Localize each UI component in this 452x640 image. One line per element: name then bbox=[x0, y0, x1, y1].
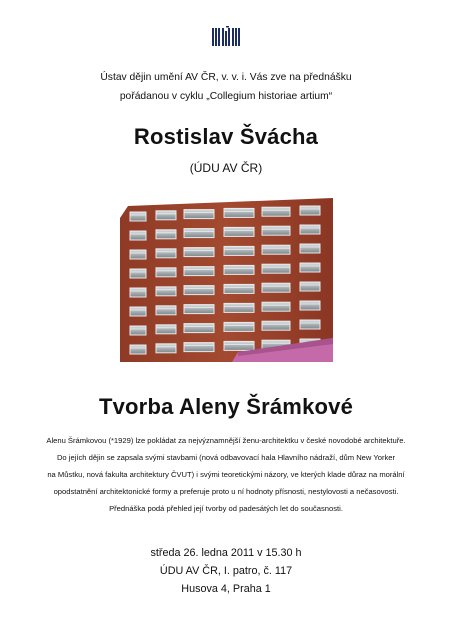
event-date: středa 26. ledna 2011 v 15.30 h bbox=[150, 547, 302, 559]
facade-window bbox=[262, 226, 290, 235]
facade-window bbox=[224, 246, 254, 255]
facade-window bbox=[130, 269, 146, 278]
event-place: ÚDU AV ČR, I. patro, č. 117 bbox=[159, 565, 293, 577]
facade-window bbox=[156, 344, 176, 353]
facade-window bbox=[300, 320, 320, 329]
facade-window bbox=[300, 282, 320, 291]
facade-window bbox=[224, 227, 254, 236]
speaker-name: Rostislav Švácha bbox=[133, 124, 319, 149]
facade-window bbox=[300, 301, 320, 310]
abstract-line-3: na Můstku, nová fakulta architektury ČVUT) i svými teoretickými názory, ve kterých klade důraz na morální bbox=[47, 470, 405, 479]
facade-window bbox=[262, 302, 290, 311]
facade-window bbox=[262, 321, 290, 330]
facade-window bbox=[156, 268, 176, 277]
udu-logo bbox=[212, 26, 240, 46]
facade-window bbox=[262, 245, 290, 254]
facade-window bbox=[130, 231, 146, 240]
facade-window bbox=[300, 244, 320, 253]
facade-window bbox=[130, 212, 146, 221]
facade-window bbox=[184, 343, 214, 352]
facade-window bbox=[224, 265, 254, 274]
event-address: Husova 4, Praha 1 bbox=[181, 583, 271, 595]
facade-window bbox=[224, 303, 254, 312]
abstract-line-1: Alenu Šrámkovou (*1929) lze pokládat za nejvýznamnější ženu-architektku v české novodobé architektuře. bbox=[46, 436, 406, 445]
facade-window bbox=[224, 284, 254, 293]
facade-window bbox=[224, 322, 254, 331]
facade-window bbox=[300, 206, 320, 215]
facade-window bbox=[262, 264, 290, 273]
intro-line-1: Ústav dějin umění AV ČR, v. v. i. Vás zve na přednášku bbox=[100, 72, 352, 83]
facade-window bbox=[130, 250, 146, 259]
facade-window bbox=[184, 305, 214, 314]
abstract-line-2: Do jejích dějin se zapsala svými stavbami (nová odbavovací hala Hlavního nádraží, dům New Yorker bbox=[56, 453, 396, 462]
facade-window bbox=[184, 267, 214, 276]
facade-window bbox=[156, 325, 176, 334]
facade-window bbox=[156, 287, 176, 296]
facade-window bbox=[262, 283, 290, 292]
facade-window bbox=[184, 248, 214, 257]
facade-window bbox=[184, 324, 214, 333]
facade-window bbox=[224, 341, 254, 350]
facade-window bbox=[300, 263, 320, 272]
facade-window bbox=[156, 211, 176, 220]
facade-window bbox=[156, 306, 176, 315]
intro-line-2: pořádanou v cyklu „Collegium historiae artium“ bbox=[119, 91, 333, 102]
lecture-title: Tvorba Aleny Šrámkové bbox=[98, 394, 354, 419]
facade-window bbox=[184, 286, 214, 295]
facade-window bbox=[184, 210, 214, 219]
facade-window bbox=[300, 225, 320, 234]
speaker-affiliation: (ÚDU AV ČR) bbox=[189, 161, 263, 175]
abstract-line-5: Přednáška podá přehled její tvorby od padesátých let do současnosti. bbox=[109, 504, 343, 513]
facade-window bbox=[156, 230, 176, 239]
facade-window bbox=[262, 207, 290, 216]
building-photo bbox=[120, 198, 333, 362]
facade-window bbox=[156, 249, 176, 258]
facade-window bbox=[130, 326, 146, 335]
abstract-line-4: opodstatnění architektonické formy a preferuje proto u ní hodnoty přísnosti, nestylovosti a nečasovosti. bbox=[53, 487, 399, 496]
building-facade-image bbox=[120, 198, 333, 362]
facade-window bbox=[224, 208, 254, 217]
facade-window bbox=[130, 307, 146, 316]
facade-window bbox=[184, 229, 214, 238]
facade-window bbox=[130, 345, 146, 354]
facade-window bbox=[130, 288, 146, 297]
